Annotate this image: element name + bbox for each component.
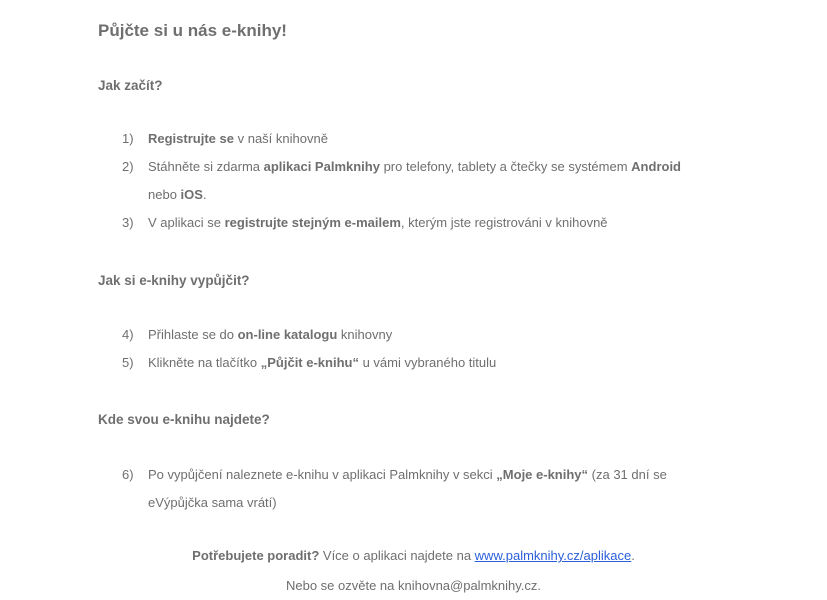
step-text xyxy=(148,209,742,237)
bold-text: on-line katalogu xyxy=(237,327,338,342)
text-run: . xyxy=(202,187,207,202)
step-text xyxy=(148,153,742,181)
step-number: 3) xyxy=(122,215,134,230)
text-run: (za 31 dní se xyxy=(588,467,667,482)
page-title: Půjčte si u nás e-knihy! xyxy=(98,21,287,40)
step-text xyxy=(148,349,742,377)
text-run: V aplikaci se xyxy=(148,215,225,230)
bold-text: „Půjčit e-knihu“ xyxy=(260,355,359,370)
bold-text: Registrujte se xyxy=(148,131,234,146)
text-run: Přihlaste se do xyxy=(148,327,238,342)
step-text-continued xyxy=(148,181,742,209)
step-number: 2) xyxy=(122,159,134,174)
text-run: Stáhněte si zdarma xyxy=(148,159,264,174)
step-number: 5) xyxy=(122,355,134,370)
help-line xyxy=(0,546,827,566)
text-run: v naší knihovně xyxy=(233,131,328,146)
palmknihy-link[interactable]: www.palmknihy.cz/aplikace xyxy=(474,548,632,563)
bold-text: aplikaci Palmknihy xyxy=(263,159,380,174)
text-run: eVýpůjčka sama vrátí) xyxy=(148,495,277,510)
help-text: Více o aplikaci najdete na xyxy=(319,548,475,563)
bold-text: iOS xyxy=(180,187,203,202)
text-run: u vámi vybraného titulu xyxy=(358,355,497,370)
help-after: . xyxy=(631,548,635,563)
step-number: 1) xyxy=(122,131,134,146)
text-run: Po vypůjčení naleznete e-knihu v aplikaci Palmknihy v sekci xyxy=(148,467,497,482)
text-run: , kterým jste registrováni v knihovně xyxy=(400,215,608,230)
bold-text: registrujte stejným e-mailem xyxy=(224,215,401,230)
step-text-continued xyxy=(148,489,742,517)
step-number: 6) xyxy=(122,467,134,482)
contact-line: Nebo se ozvěte na knihovna@palmknihy.cz. xyxy=(285,578,542,593)
help-bold: Potřebujete poradit? xyxy=(192,548,320,563)
step-text xyxy=(148,321,742,349)
section-heading-start: Jak začít? xyxy=(98,78,163,93)
section-heading-borrow: Jak si e-knihy vypůjčit? xyxy=(98,273,250,288)
step-text xyxy=(148,461,742,489)
text-run: Klikněte na tlačítko xyxy=(148,355,261,370)
bold-text: Android xyxy=(631,159,681,174)
text-run: pro telefony, tablety a čtečky se systémem xyxy=(379,159,632,174)
step-number: 4) xyxy=(122,327,134,342)
text-run: nebo xyxy=(148,187,181,202)
bold-text: „Moje e-knihy“ xyxy=(496,467,589,482)
text-run: knihovny xyxy=(337,327,393,342)
step-text xyxy=(148,125,742,153)
section-heading-find: Kde svou e-knihu najdete? xyxy=(98,412,270,427)
